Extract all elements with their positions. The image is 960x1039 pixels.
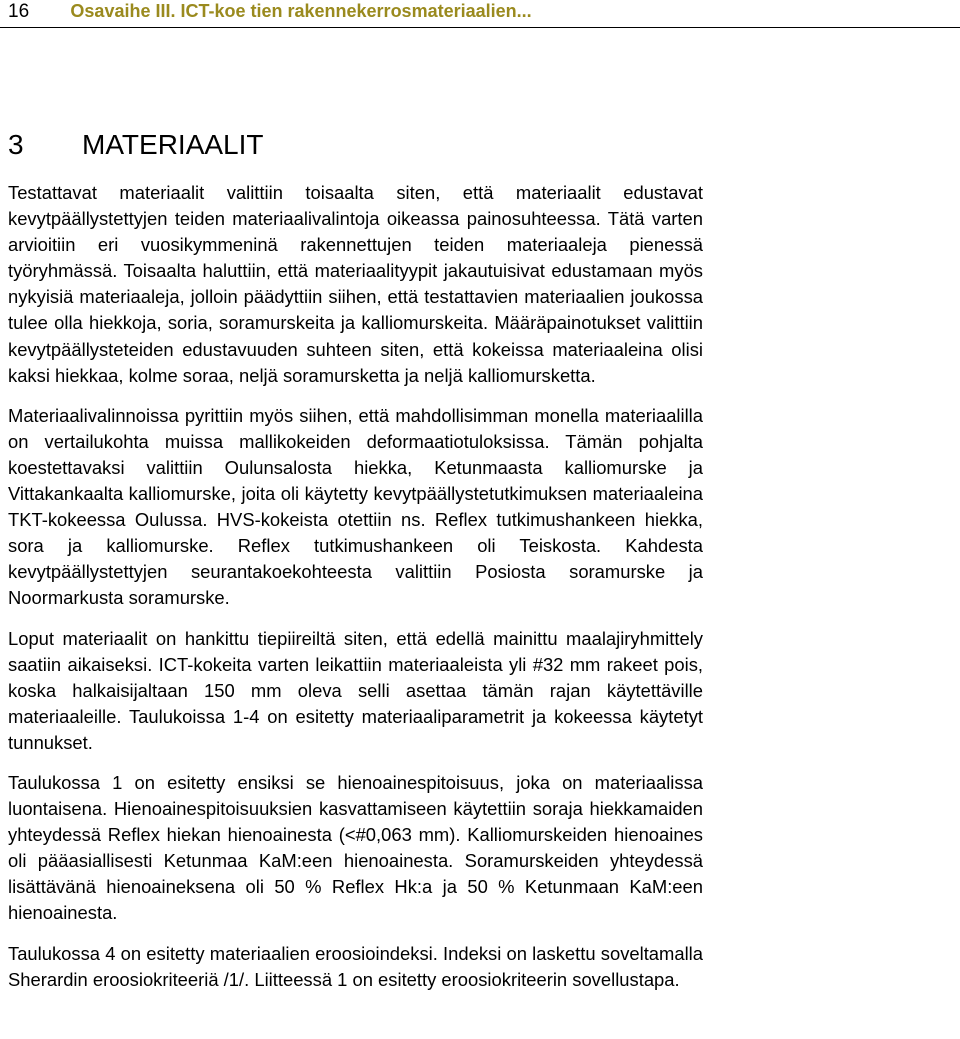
body-text [8, 180, 703, 1007]
paragraph-4: Taulukossa 1 on esitetty ensiksi se hienoainespitoisuus, joka on materiaalissa luontaisena. Hienoainespitoisuuksien kasvattamiseen käytettiin soraja hiekkamaiden yhteydessä Reflex hiekan hienoainesta (<#0,063 mm). Kalliomurskeiden hienoaines oli pääasiallisesti Ketunmaa KaM:een hienoainesta. Soramurskeiden yhteydessä lisättävänä hienoaineksena oli 50 % Reflex Hk:a ja 50 % Ketunmaan KaM:een hienoainesta. [8, 771, 703, 924]
section-number: 3 [8, 129, 24, 160]
paragraph-1: Testattavat materiaalit valittiin toisaalta siten, että materiaalit edustavat kevytpäällystettyjen teiden materiaalivalintoja oikeassa painosuhteessa. Tätä varten arvioitiin eri vuosikymmeninä rakennettujen teiden materiaaleja pienessä työryhmässä. Toisaalta haluttiin, että materiaalityypit jakautuisivat edustamaan myös nykyisiä materiaaleja, jolloin päädyttiin siihen, että testattavien materiaalien joukossa tulee olla hiekkoja, soria, soramurskeita ja kalliomurskeita. Määräpainotukset valittiin kevytpäällysteteiden edustavuuden suhteen siten, että kokeissa materiaaleina olisi kaksi hiekkaa, kolme soraa, neljä soramursketta ja neljä kalliomursketta. [8, 182, 703, 386]
paragraph-2: Materiaalivalinnoissa pyrittiin myös siihen, että mahdollisimman monella materiaalilla on vertailukohta muissa mallikokeiden deformaatiotuloksissa. Tämän pohjalta koestettavaksi valittiin Oulunsalosta hiekka, Ketunmaasta kalliomurske ja Vittakankaalta kalliomurske, joita oli käytetty kevytpäällystetutkimuksen materiaaleina TKT-kokeessa Oulussa. HVS-kokeista otettiin ns. Reflex tutkimushankeen hiekka, sora ja kalliomurske. Reflex tutkimushankeen oli Teiskosta. Kahdesta kevytpäällystettyjen seurantakoekohteesta valittiin Posiosta soramurske ja Noormarkusta soramurske. [8, 404, 703, 609]
section-title: MATERIAALIT [82, 129, 264, 160]
section-heading [8, 128, 264, 162]
paragraph-5: Taulukossa 4 on esitetty materiaalien eroosioindeksi. Indeksi on laskettu soveltamalla Sherardin eroosiokriteeriä /1/. Liitteessä 1 on esitetty eroosiokriteerin sovellustapa. [8, 942, 703, 990]
paragraph-3: Loput materiaalit on hankittu tiepiireiltä siten, että edellä mainittu maalajiryhmittely saatiin aikaiseksi. ICT-kokeita varten leikattiin materiaaleista yli #32 mm rakeet pois, koska halkaisijaltaan 150 mm oleva selli asettaa tämän rajan käytettäville materiaaleille. Taulukoissa 1-4 on esitetty materiaaliparametrit ja kokeessa käytetyt tunnukset. [8, 627, 703, 753]
header-title: Osavaihe III. ICT-koe tien rakennekerrosmateriaalien... [70, 1, 532, 21]
running-header [8, 0, 952, 26]
page-number: 16 [8, 1, 30, 22]
header-divider [0, 27, 960, 28]
